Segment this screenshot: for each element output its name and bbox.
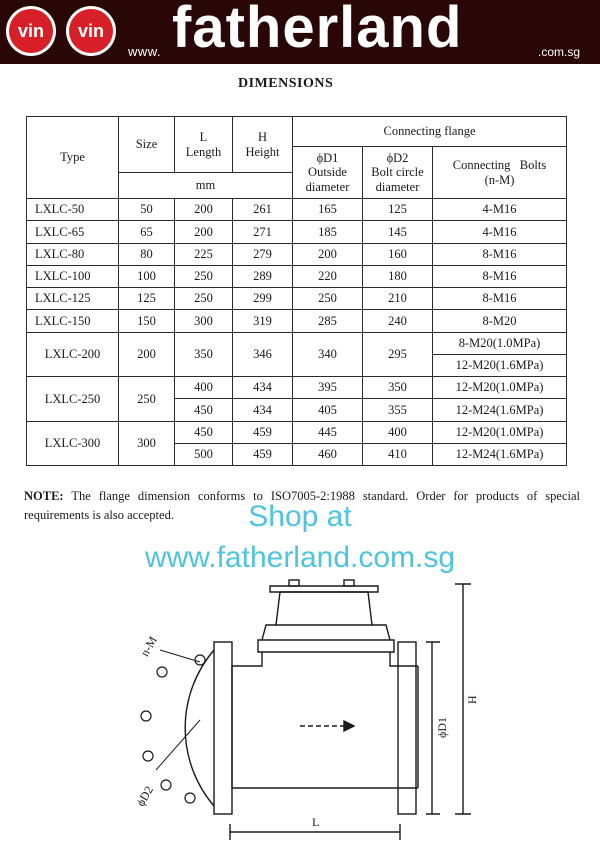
table-row xyxy=(27,288,567,310)
vin-logo-left xyxy=(6,6,56,56)
cell-l: 500 xyxy=(175,443,233,465)
cell-h: 346 xyxy=(233,332,293,377)
table-row xyxy=(27,243,567,265)
cell-l: 450 xyxy=(175,421,233,443)
cell-size: 200 xyxy=(119,332,175,377)
cell-h: 434 xyxy=(233,399,293,421)
cell-h: 279 xyxy=(233,243,293,265)
cell-l: 300 xyxy=(175,310,233,332)
bolt-hole xyxy=(141,711,151,721)
cell-l: 250 xyxy=(175,265,233,287)
cell-bolts: 12-M20(1.0MPa) xyxy=(433,421,567,443)
cell-bolts: 8-M20 xyxy=(433,310,567,332)
logo-text-right: vin xyxy=(69,9,113,53)
cell-bolts: 12-M20(1.6MPa) xyxy=(433,354,567,376)
cell-type: LXLC-50 xyxy=(27,199,119,221)
cell-type: LXLC-200 xyxy=(27,332,119,377)
cell-type: LXLC-150 xyxy=(27,310,119,332)
cell-bolts: 12-M24(1.6MPa) xyxy=(433,443,567,465)
logo-text-left: vin xyxy=(9,9,53,53)
cell-d2: 125 xyxy=(363,199,433,221)
cell-d2: 210 xyxy=(363,288,433,310)
flange-face-arc xyxy=(185,650,214,806)
cell-type: LXLC-250 xyxy=(27,377,119,422)
bolt-hole xyxy=(157,667,167,677)
leader-nm xyxy=(160,650,200,662)
header-l-sub: Length xyxy=(185,144,222,159)
cell-d2: 410 xyxy=(363,443,433,465)
note-text: The flange dimension conforms to ISO7005-2:1988 standard. Order for products of special requirements is also accepted. xyxy=(24,489,580,522)
cell-l: 200 xyxy=(175,199,233,221)
table-row xyxy=(27,199,567,221)
header-height xyxy=(233,117,293,173)
header-banner xyxy=(0,0,600,64)
banner-www: www. xyxy=(128,44,162,59)
cell-size: 250 xyxy=(119,377,175,422)
table-row xyxy=(27,265,567,287)
cell-type: LXLC-65 xyxy=(27,221,119,243)
cell-d2: 145 xyxy=(363,221,433,243)
flange-left xyxy=(214,642,232,814)
cell-l: 400 xyxy=(175,377,233,399)
table-row xyxy=(27,221,567,243)
cell-type: LXLC-100 xyxy=(27,265,119,287)
bolt-hole xyxy=(185,793,195,803)
cell-d1: 250 xyxy=(293,288,363,310)
cell-h: 459 xyxy=(233,443,293,465)
banner-domain: .com.sg xyxy=(538,45,581,59)
table-row xyxy=(27,310,567,332)
cell-size: 125 xyxy=(119,288,175,310)
dimensions-table xyxy=(26,116,567,466)
header-d2 xyxy=(363,147,433,199)
cell-bolts: 4-M16 xyxy=(433,221,567,243)
register-base xyxy=(262,625,390,640)
cell-d2: 355 xyxy=(363,399,433,421)
cell-d1: 395 xyxy=(293,377,363,399)
label-d1: ϕD1 xyxy=(435,717,449,738)
bolt-hole xyxy=(161,780,171,790)
cell-bolts: 4-M16 xyxy=(433,199,567,221)
cell-d1: 405 xyxy=(293,399,363,421)
cell-d1: 165 xyxy=(293,199,363,221)
header-type: Type xyxy=(27,117,119,199)
header-d2-sub: Bolt circle diameter xyxy=(371,165,424,194)
cell-bolts: 12-M24(1.6MPa) xyxy=(433,399,567,421)
body-top xyxy=(232,652,418,666)
cell-l: 350 xyxy=(175,332,233,377)
cell-bolts: 8-M16 xyxy=(433,288,567,310)
cell-type: LXLC-300 xyxy=(27,421,119,466)
cell-d1: 185 xyxy=(293,221,363,243)
cell-size: 150 xyxy=(119,310,175,332)
header-d1-label: ϕD1 xyxy=(316,150,339,165)
header-h: H xyxy=(257,130,268,145)
meter-drawing xyxy=(0,570,600,848)
note-label: NOTE: xyxy=(24,489,64,503)
cell-h: 459 xyxy=(233,421,293,443)
cell-d1: 200 xyxy=(293,243,363,265)
table-row xyxy=(27,421,567,443)
cell-d1: 285 xyxy=(293,310,363,332)
header-bolts xyxy=(433,147,567,199)
cell-h: 289 xyxy=(233,265,293,287)
register-lid xyxy=(270,586,378,592)
cell-d1: 460 xyxy=(293,443,363,465)
cell-type: LXLC-125 xyxy=(27,288,119,310)
cell-l: 450 xyxy=(175,399,233,421)
watermark-url: www.fatherland.com.sg xyxy=(144,541,456,574)
header-flange: Connecting flange xyxy=(293,117,567,147)
cell-l: 225 xyxy=(175,243,233,265)
cell-d2: 295 xyxy=(363,332,433,377)
lid-hinge-left xyxy=(289,580,299,586)
header-d1 xyxy=(293,147,363,199)
watermark-shop-at: Shop at xyxy=(248,500,352,533)
label-h: H xyxy=(465,695,479,704)
cell-d2: 350 xyxy=(363,377,433,399)
header-l: L xyxy=(199,130,208,145)
vin-logo-right xyxy=(66,6,116,56)
header-unit: mm xyxy=(119,173,293,199)
lid-hinge-right xyxy=(344,580,354,586)
label-d2: ϕD2 xyxy=(133,783,157,809)
cell-size: 300 xyxy=(119,421,175,466)
cell-bolts: 8-M16 xyxy=(433,243,567,265)
cell-h: 271 xyxy=(233,221,293,243)
cell-d2: 240 xyxy=(363,310,433,332)
header-row xyxy=(27,117,567,147)
cell-bolts: 8-M16 xyxy=(433,265,567,287)
header-h-sub: Height xyxy=(245,144,280,159)
cell-type: LXLC-80 xyxy=(27,243,119,265)
register-body xyxy=(276,592,372,625)
banner-brand: fatherland xyxy=(172,0,463,60)
cell-l: 200 xyxy=(175,221,233,243)
table-row xyxy=(27,332,567,354)
bolt-holes xyxy=(141,655,205,803)
cell-d2: 180 xyxy=(363,265,433,287)
leader-d2 xyxy=(156,720,200,770)
label-nm: n-M xyxy=(137,633,160,659)
body-sides xyxy=(232,666,418,788)
cell-d1: 340 xyxy=(293,332,363,377)
bolt-hole xyxy=(195,655,205,665)
cell-bolts: 8-M20(1.0MPa) xyxy=(433,332,567,354)
page-title: DIMENSIONS xyxy=(238,76,334,91)
cell-d1: 445 xyxy=(293,421,363,443)
header-length xyxy=(175,117,233,173)
cell-size: 80 xyxy=(119,243,175,265)
label-l: L xyxy=(312,815,320,829)
cell-h: 299 xyxy=(233,288,293,310)
cell-h: 261 xyxy=(233,199,293,221)
header-d2-label: ϕD2 xyxy=(386,150,409,165)
cell-size: 50 xyxy=(119,199,175,221)
cell-h: 434 xyxy=(233,377,293,399)
header-bolts-label: Connecting Bolts xyxy=(452,158,547,173)
cell-l: 250 xyxy=(175,288,233,310)
flow-arrow-icon xyxy=(300,721,354,731)
cell-bolts: 12-M20(1.0MPa) xyxy=(433,377,567,399)
cell-h: 319 xyxy=(233,310,293,332)
cell-d2: 400 xyxy=(363,421,433,443)
header-d1-sub: Outside diameter xyxy=(305,165,350,194)
header-size: Size xyxy=(119,117,175,173)
cell-d1: 220 xyxy=(293,265,363,287)
table-row xyxy=(27,377,567,399)
cell-size: 65 xyxy=(119,221,175,243)
header-bolts-sub: (n-M) xyxy=(484,172,515,187)
register-collar xyxy=(258,640,394,652)
cell-size: 100 xyxy=(119,265,175,287)
bolt-hole xyxy=(143,751,153,761)
cell-d2: 160 xyxy=(363,243,433,265)
